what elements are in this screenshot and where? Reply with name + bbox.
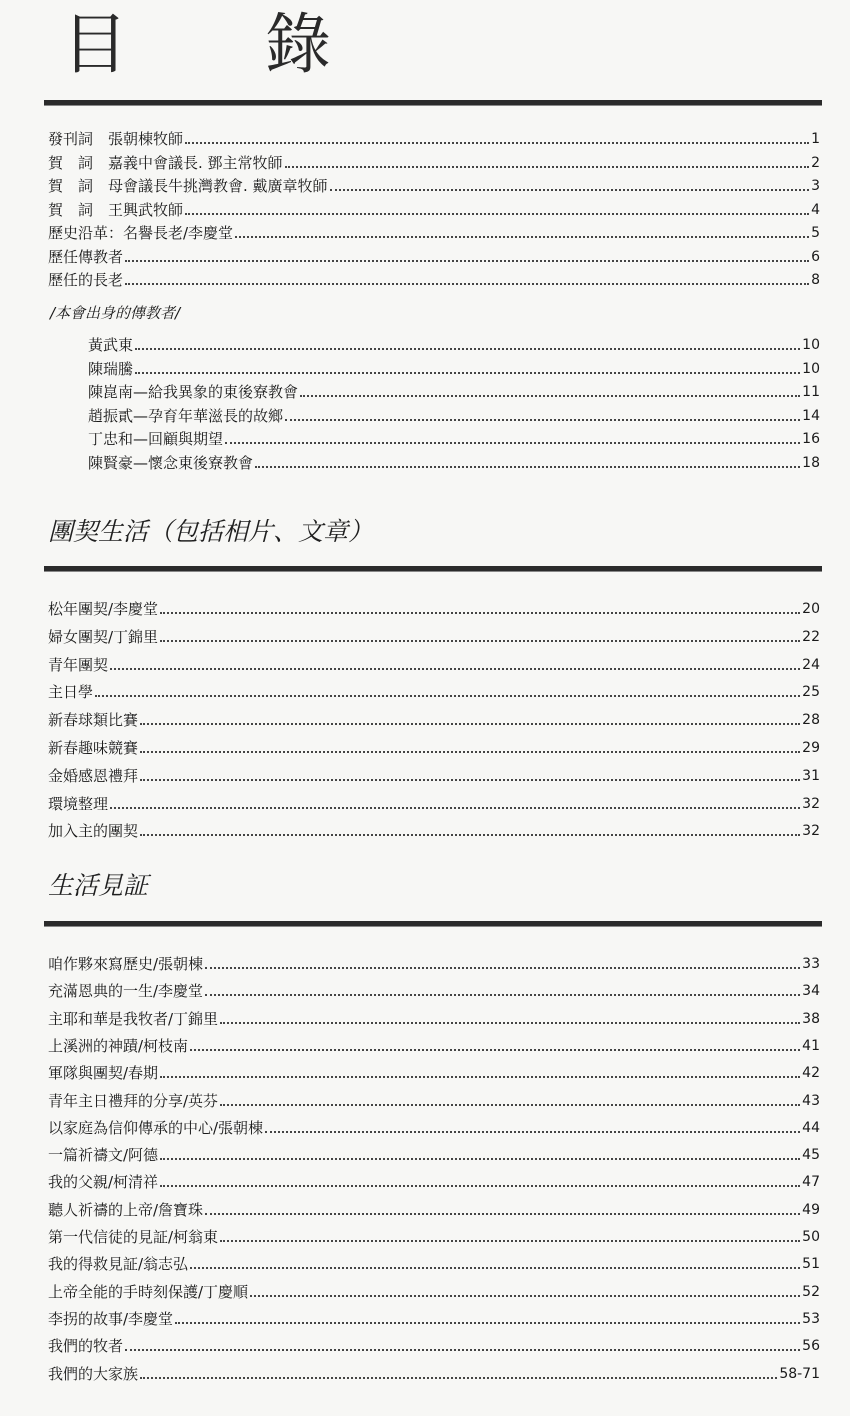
toc-entry (48, 650, 820, 676)
toc-leader-dots (110, 807, 800, 809)
toc-entry-title: 陳崑南—給我異象的東後寮教會 (88, 383, 299, 402)
toc-entry (48, 1113, 820, 1139)
toc-entry-page: 5 (811, 225, 820, 241)
toc-entry-title: 第一代信徒的見証/柯翁東 (48, 1228, 219, 1246)
toc-entry-page: 43 (802, 1092, 820, 1109)
toc-entry (48, 733, 820, 759)
toc-entry-page: 58-71 (779, 1365, 820, 1382)
toc-leader-dots (220, 1240, 800, 1242)
toc-entry-page: 32 (802, 823, 820, 840)
toc-leader-dots (140, 779, 800, 781)
toc-leader-dots (285, 166, 810, 168)
toc-leader-dots (125, 283, 809, 285)
toc-leader-dots (125, 1349, 800, 1351)
toc-entry-title: 上帝全能的手時刻保護/丁慶順 (48, 1282, 249, 1301)
toc-entry-title: 我們的牧者 (48, 1337, 124, 1356)
toc-entry (48, 1140, 820, 1166)
toc-entry (48, 218, 820, 244)
toc-entry (48, 594, 820, 620)
toc-entry-title: 新春球類比賽 (48, 711, 139, 730)
toc-entry-title: 發刊詞 張朝棟牧師 (48, 130, 184, 148)
toc-leader-dots (140, 723, 800, 725)
toc-entry (48, 1031, 820, 1057)
toc-entry-title: 軍隊與團契/春期 (48, 1064, 159, 1083)
toc-entry-title: 金婚感恩禮拜 (48, 766, 139, 785)
toc-leader-dots (190, 1049, 800, 1051)
toc-entry-page: 50 (802, 1229, 820, 1245)
toc-entry-title: 陳瑞騰 (88, 359, 134, 378)
toc-entry (48, 1195, 820, 1221)
toc-entry-title: 黃武東 (88, 336, 134, 354)
toc-entry-page: 10 (802, 360, 820, 377)
toc-entry-title: 環境整理 (48, 794, 109, 813)
toc-entry (48, 1167, 820, 1193)
toc-leader-dots (160, 640, 800, 642)
toc-leader-dots (300, 395, 800, 397)
toc-entry (88, 377, 820, 403)
toc-entry-page: 44 (802, 1119, 820, 1136)
toc-entry (48, 1249, 820, 1275)
toc-leader-dots (160, 612, 800, 614)
toc-entry-title: 歷任傳教者 (48, 247, 124, 266)
toc-entry-page: 29 (802, 740, 820, 756)
toc-entry-title: 丁忠和—回顧與期望 (88, 430, 224, 449)
toc-leader-dots (125, 260, 809, 262)
toc-entry-title: 趙振貳—孕育年華滋長的故鄉 (88, 406, 284, 425)
toc-leader-dots (250, 1295, 800, 1297)
toc-entry-title: 咱作夥來寫歷史/張朝棟 (48, 955, 204, 973)
toc-entry (88, 354, 820, 380)
toc-entry-page: 2 (811, 154, 820, 171)
toc-entry-page: 14 (802, 407, 820, 424)
toc-leader-dots (225, 442, 800, 444)
toc-entry-page: 47 (802, 1174, 820, 1191)
toc-entry (48, 1277, 820, 1303)
toc-leader-dots (205, 967, 800, 969)
toc-entry-page: 6 (811, 248, 820, 265)
toc-entry-page: 3 (811, 178, 820, 194)
title-rule (44, 100, 822, 106)
toc-entry-title: 聽人祈禱的上帝/詹寶珠 (48, 1200, 204, 1219)
toc-entry-title: 陳賢豪—懷念東後寮教會 (88, 454, 254, 472)
toc-entry (48, 1222, 820, 1248)
toc-leader-dots (265, 1131, 800, 1133)
toc-entry-page: 42 (802, 1065, 820, 1082)
toc-entry-title: 我們的大家族 (48, 1364, 139, 1383)
toc-entry (48, 789, 820, 815)
toc-entry-title: 李拐的故事/李慶堂 (48, 1309, 174, 1328)
toc-entry-title: 賀 詞 王興武牧師 (48, 200, 184, 219)
toc-entry-title: 松年團契/李慶堂 (48, 600, 159, 618)
toc-entry-title: 以家庭為信仰傳承的中心/張朝棟 (48, 1118, 264, 1137)
toc-entry-title: 我的父親/柯清祥 (48, 1173, 159, 1192)
toc-entry (88, 330, 820, 356)
toc-entry (88, 401, 820, 427)
toc-entry-title: 充滿恩典的一生/李慶堂 (48, 982, 204, 1001)
toc-entry (48, 148, 820, 174)
toc-entry-title: 主日學 (48, 683, 94, 702)
toc-entry (88, 424, 820, 450)
toc-entry-page: 1 (811, 131, 820, 147)
toc-entry (48, 677, 820, 703)
toc-entry (48, 1004, 820, 1030)
toc-entry (48, 1304, 820, 1330)
toc-entry-title: 加入主的團契 (48, 822, 139, 841)
toc-entry-title: 青年團契 (48, 655, 109, 674)
toc-leader-dots (160, 1185, 800, 1187)
toc-entry (48, 1058, 820, 1084)
toc-entry-page: 31 (802, 767, 820, 784)
toc-leader-dots (175, 1322, 800, 1324)
toc-entry-page: 11 (802, 384, 820, 401)
toc-entry-title: 歷史沿革：名譽長老/李慶堂 (48, 224, 234, 242)
toc-entry-page: 32 (802, 795, 820, 812)
toc-entry (48, 816, 820, 842)
toc-entry (88, 448, 820, 474)
toc-entry-title: 賀 詞 母會議長牛挑灣教會. 戴廣章牧師 (48, 177, 328, 195)
toc-entry-page: 25 (802, 684, 820, 701)
toc-leader-dots (255, 466, 800, 468)
toc-entry (48, 171, 820, 197)
toc-entry-title: 歷任的長老 (48, 271, 124, 289)
toc-leader-dots (285, 419, 800, 421)
toc-entry (48, 242, 820, 268)
toc-entry-page: 56 (802, 1338, 820, 1355)
toc-entry (48, 949, 820, 975)
toc-entry-title: 主耶和華是我牧者/丁錦里 (48, 1009, 219, 1028)
toc-entry-title: 婦女團契/丁錦里 (48, 627, 159, 646)
toc-leader-dots (135, 372, 800, 374)
toc-leader-dots (185, 142, 809, 144)
toc-entry (48, 622, 820, 648)
toc-entry-page: 18 (802, 455, 820, 471)
toc-entry (48, 705, 820, 731)
toc-leader-dots (95, 695, 800, 697)
page-title: 目 錄 (62, 6, 389, 83)
toc-entry (48, 1086, 820, 1112)
toc-leader-dots (235, 236, 809, 238)
toc-entry-page: 34 (802, 983, 820, 1000)
toc-leader-dots (330, 189, 810, 191)
toc-entry-page: 53 (802, 1310, 820, 1327)
toc-entry-page: 45 (802, 1147, 820, 1164)
toc-entry-page: 8 (811, 272, 820, 288)
toc-leader-dots (185, 213, 809, 215)
toc-entry (48, 195, 820, 221)
toc-leader-dots (140, 834, 800, 836)
toc-leader-dots (205, 994, 800, 996)
toc-entry-title: 賀 詞 嘉義中會議長. 鄧主常牧師 (48, 153, 283, 172)
fellowship-rule (44, 566, 822, 572)
toc-entry-title: 青年主日禮拜的分享/英芬 (48, 1091, 219, 1110)
toc-leader-dots (140, 751, 800, 753)
subsection-label: /本會出身的傳教者/ (50, 304, 181, 322)
toc-entry-title: 上溪洲的神蹟/柯枝南 (48, 1036, 189, 1055)
toc-leader-dots (140, 1377, 777, 1379)
toc-entry-page: 33 (802, 956, 820, 972)
toc-entry (48, 1331, 820, 1357)
toc-leader-dots (205, 1213, 800, 1215)
toc-entry-page: 10 (802, 337, 820, 353)
toc-entry (48, 265, 820, 291)
toc-entry-page: 16 (802, 431, 820, 448)
toc-entry-page: 20 (802, 601, 820, 617)
toc-leader-dots (135, 348, 800, 350)
toc-leader-dots (190, 1267, 800, 1269)
toc-leader-dots (160, 1076, 800, 1078)
toc-entry (48, 976, 820, 1002)
toc-entry (48, 124, 820, 150)
toc-leader-dots (160, 1158, 800, 1160)
toc-entry-title: 我的得救見証/翁志弘 (48, 1255, 189, 1274)
section-heading-testimony: 生活見証 (48, 871, 149, 900)
toc-entry-page: 28 (802, 712, 820, 729)
toc-leader-dots (220, 1104, 800, 1106)
toc-entry-page: 41 (802, 1037, 820, 1054)
toc-entry-page: 4 (811, 201, 820, 218)
toc-entry-page: 49 (802, 1201, 820, 1218)
toc-entry-title: 新春趣味競賽 (48, 739, 139, 757)
toc-leader-dots (110, 668, 800, 670)
testimony-rule (44, 921, 822, 927)
toc-entry-page: 38 (802, 1010, 820, 1027)
toc-entry-page: 24 (802, 656, 820, 673)
toc-entry-page: 51 (802, 1256, 820, 1273)
toc-entry-title: 一篇祈禱文/阿德 (48, 1146, 159, 1165)
toc-entry (48, 1359, 820, 1385)
toc-leader-dots (220, 1022, 800, 1024)
toc-entry-page: 22 (802, 628, 820, 645)
toc-entry-page: 52 (802, 1283, 820, 1300)
section-heading-fellowship: 團契生活（包括相片、文章） (48, 517, 374, 546)
toc-entry (48, 761, 820, 787)
